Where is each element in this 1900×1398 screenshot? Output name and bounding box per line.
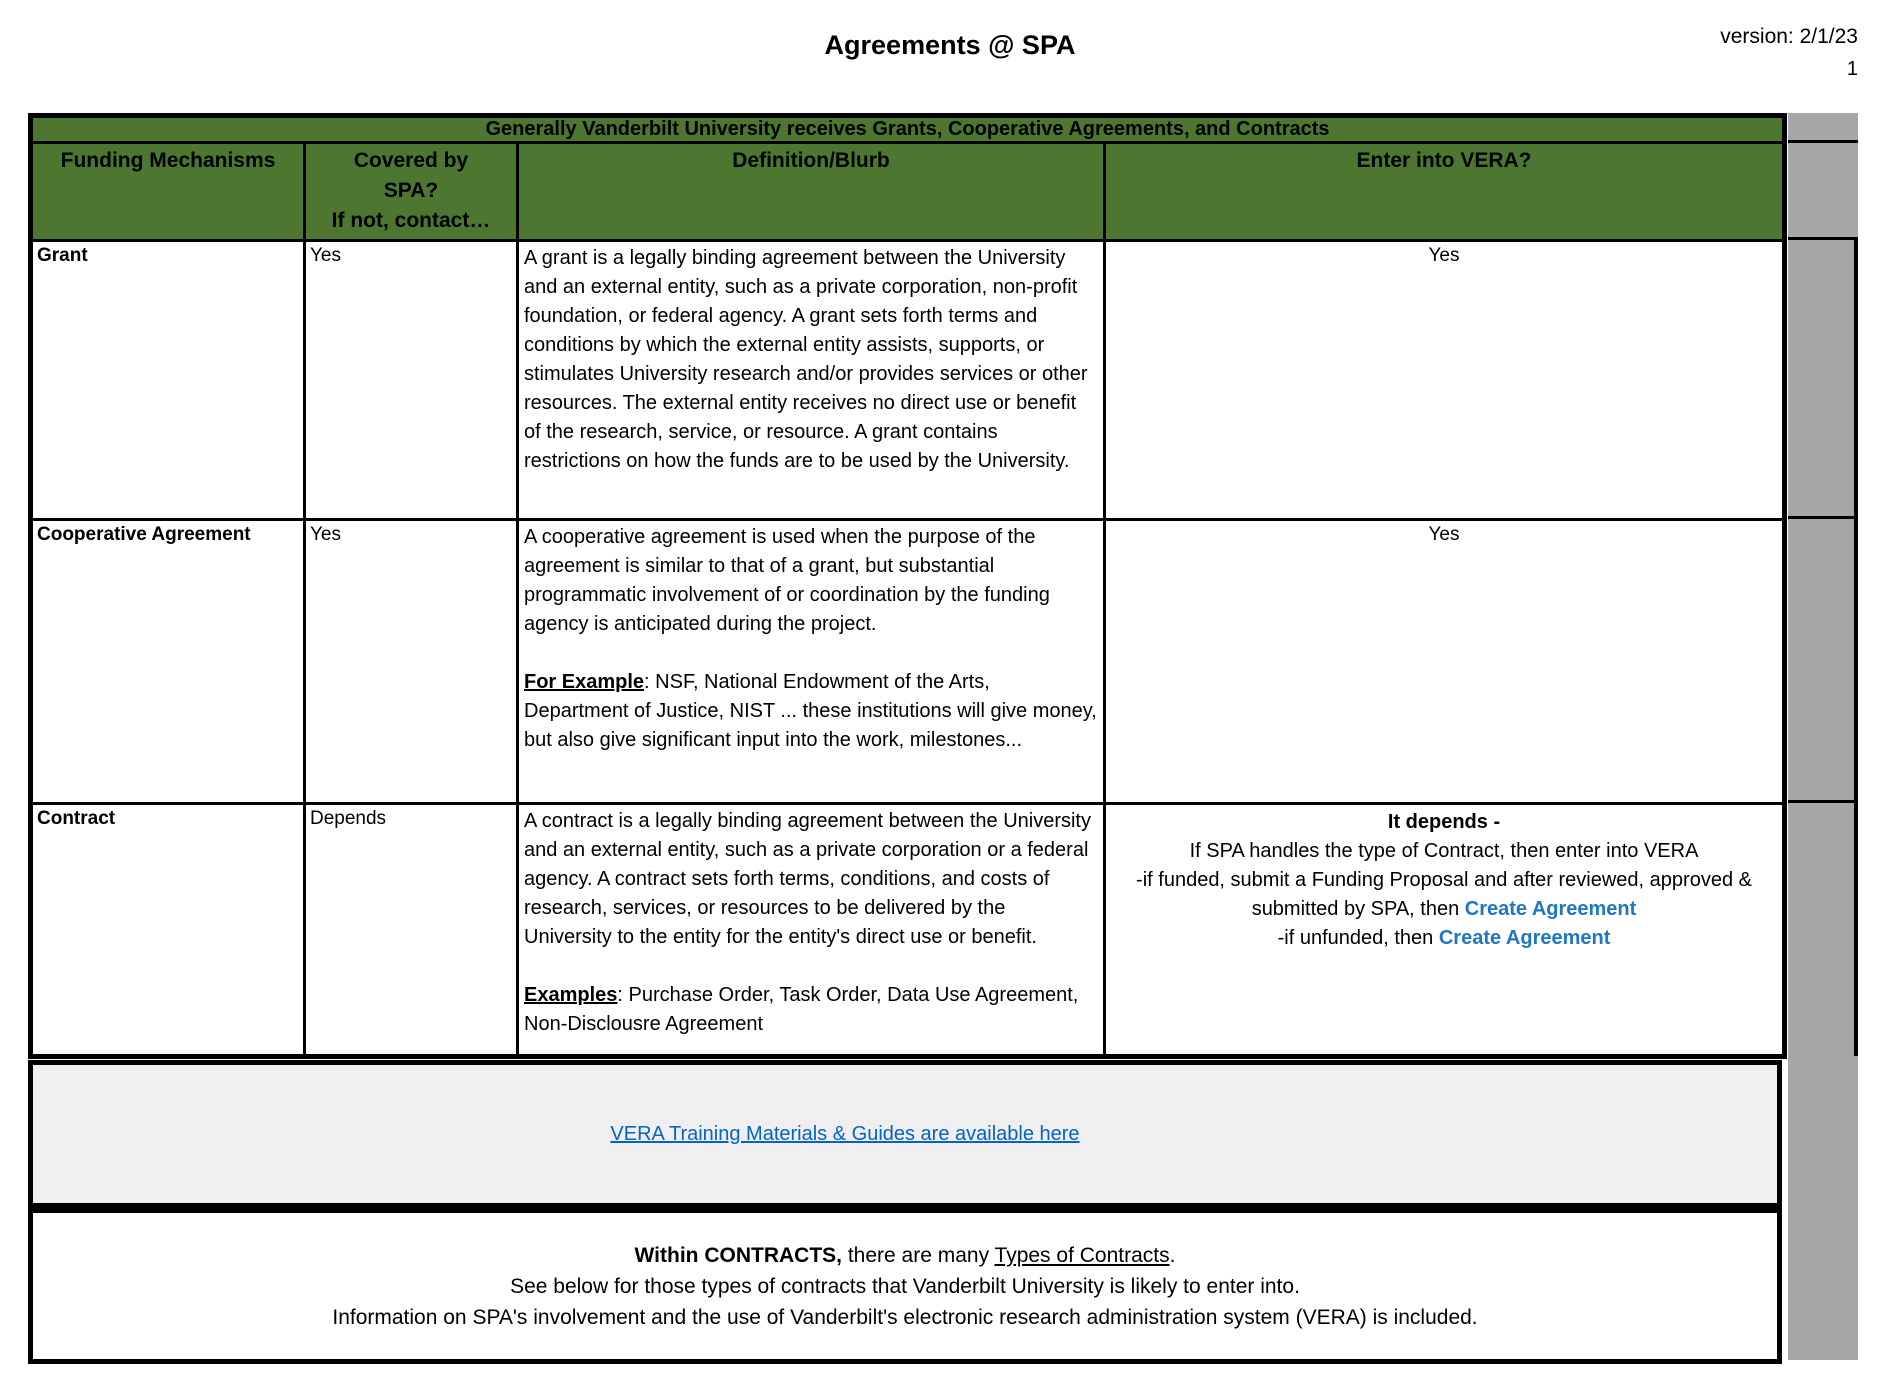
grant-definition-cell: A grant is a legally binding agreement between the University and an external entity, such as a private corporation, non-profit foundation, or federal agency. A grant sets forth terms and conditions by which the external entity assists, supports, or stimulates University research and/or provides services or other resources. The external entity receives no direct use or benefit of the research, service, or resource. A grant contains restrictions on how the funds are to be used by the University. bbox=[518, 241, 1105, 520]
contracts-note-line1-bold: Within CONTRACTS, bbox=[634, 1243, 842, 1267]
coop-vera-cell: Yes bbox=[1105, 520, 1785, 804]
contracts-note-line1-end: . bbox=[1169, 1243, 1176, 1267]
contract-name-cell: Contract bbox=[31, 804, 305, 1057]
contract-vera-line3-text: submitted by SPA, then bbox=[1251, 898, 1465, 920]
side-gray-strip bbox=[1788, 113, 1858, 1360]
gray-strip-segment-contract bbox=[1788, 803, 1858, 1056]
contract-vera-line3 bbox=[1112, 895, 1776, 924]
gray-strip-segment-banner bbox=[1788, 113, 1858, 143]
contracts-note-box bbox=[28, 1208, 1782, 1364]
contract-definition-text: A contract is a legally binding agreement between the University and an external entity, such as a private corporation or a federal agency. A contract sets forth terms, conditions, and costs of research, services, or resources to be delivered by the University to the entity for the entity's direct use or benefit. bbox=[524, 810, 1091, 948]
coop-example-text: : NSF, National Endowment of the Arts, Department of Justice, NIST ... these institutions will give money, but also give significant input into the work, milestones... bbox=[524, 671, 1097, 751]
header-definition-blurb: Definition/Blurb bbox=[518, 143, 1105, 241]
coop-example-paragraph bbox=[524, 668, 1098, 755]
gray-strip-segment-bottom bbox=[1788, 1056, 1858, 1360]
gray-strip-segment-header bbox=[1788, 143, 1858, 240]
create-agreement-link-funded[interactable]: Create Agreement bbox=[1464, 898, 1637, 920]
grant-vera-cell: Yes bbox=[1105, 241, 1785, 520]
header-covered-by-spa bbox=[305, 143, 518, 241]
vera-training-box bbox=[28, 1060, 1782, 1208]
coop-example-label: For Example bbox=[524, 671, 645, 693]
contract-example-label: Examples bbox=[524, 984, 618, 1006]
contracts-note-line1-mid: there are many bbox=[842, 1243, 995, 1267]
coop-definition-cell bbox=[518, 520, 1105, 804]
contract-vera-line4-text: -if unfunded, then bbox=[1277, 927, 1439, 949]
contract-example-text: : Purchase Order, Task Order, Data Use Agreement, Non-Disclousre Agreement bbox=[524, 984, 1079, 1035]
contract-vera-line2: -if funded, submit a Funding Proposal and after reviewed, approved & bbox=[1136, 869, 1752, 891]
contracts-note-line3: Information on SPA's involvement and the use of Vanderbilt's electronic research administration system (VERA) is included. bbox=[332, 1305, 1478, 1329]
header-covered-line3: If not, contact… bbox=[331, 209, 491, 232]
coop-name-cell: Cooperative Agreement bbox=[31, 520, 305, 804]
types-of-contracts-underlined-text: Types of Contracts bbox=[994, 1243, 1170, 1267]
contracts-note-line2: See below for those types of contracts that Vanderbilt University is likely to enter into. bbox=[510, 1274, 1300, 1298]
header-enter-into-vera: Enter into VERA? bbox=[1105, 143, 1785, 241]
table-row-cooperative-agreement bbox=[31, 520, 1785, 804]
page-title: Agreements @ SPA bbox=[824, 30, 1076, 60]
contracts-note-line1 bbox=[635, 1240, 1176, 1271]
agreements-table bbox=[28, 113, 1787, 1059]
table-banner: Generally Vanderbilt University receives Grants, Cooperative Agreements, and Contracts bbox=[31, 116, 1785, 143]
vera-training-link[interactable]: VERA Training Materials & Guides are available here bbox=[610, 1122, 1080, 1145]
header-covered-line1: Covered by bbox=[353, 149, 469, 172]
table-row-grant bbox=[31, 241, 1785, 520]
contract-vera-line4 bbox=[1112, 924, 1776, 953]
contract-vera-line1: If SPA handles the type of Contract, then enter into VERA bbox=[1189, 840, 1699, 862]
contract-example-paragraph bbox=[524, 981, 1098, 1039]
grant-covered-cell: Yes bbox=[305, 241, 518, 520]
contract-vera-title: It depends - bbox=[1387, 811, 1501, 833]
page-number: 1 bbox=[1846, 58, 1858, 80]
grant-name-cell: Grant bbox=[31, 241, 305, 520]
header-funding-mechanisms: Funding Mechanisms bbox=[31, 143, 305, 241]
table-row-contract bbox=[31, 804, 1785, 1057]
contract-definition-cell bbox=[518, 804, 1105, 1057]
gray-strip-segment-coop bbox=[1788, 519, 1858, 803]
header-covered-line2: SPA? bbox=[383, 179, 439, 202]
create-agreement-link-unfunded[interactable]: Create Agreement bbox=[1438, 927, 1611, 949]
version-label: version: 2/1/23 bbox=[1720, 25, 1858, 48]
contract-covered-cell: Depends bbox=[305, 804, 518, 1057]
vera-training-link-wrapper bbox=[610, 1123, 1199, 1146]
contract-vera-cell bbox=[1105, 804, 1785, 1057]
gray-strip-segment-grant bbox=[1788, 240, 1858, 519]
coop-covered-cell: Yes bbox=[305, 520, 518, 804]
coop-definition-text: A cooperative agreement is used when the purpose of the agreement is similar to that of a grant, but substantial programmatic involvement of or coordination by the funding agency is anticipated during the project. bbox=[524, 526, 1050, 635]
